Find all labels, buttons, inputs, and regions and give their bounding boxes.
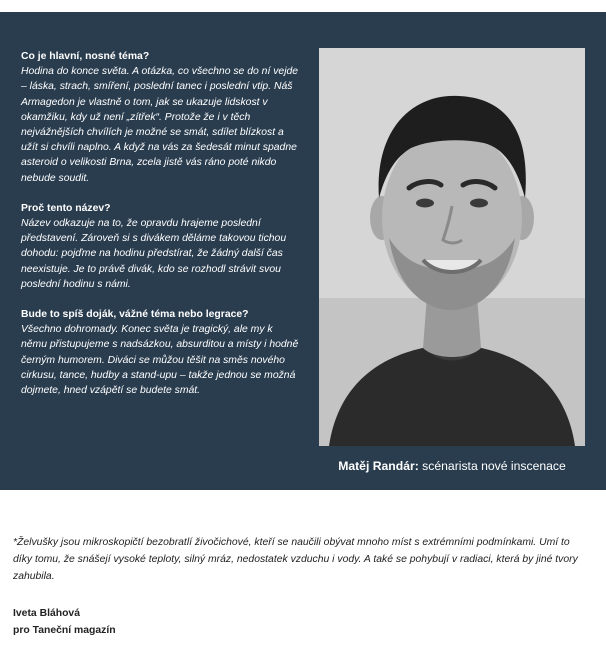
question: Bude to spíš doják, vážné téma nebo legrace? (21, 309, 249, 321)
caption-role: scénarista nové inscenace (422, 459, 566, 473)
answer: Název odkazuje na to, že opravdu hrajeme poslední představení. Zároveň si s divákem děláme takovou tichou dohodu: pojďme na hodinu předstírat, že žádný další čas neexistuje. Je to právě divák, kdo se rozhodl strávit svou poslední hodinu s námi. (21, 218, 287, 290)
interview-qa (21, 49, 299, 413)
question: Proč tento název? (21, 202, 111, 214)
footnote: *Želvušky jsou mikroskopičtí bezobratlí živočichové, kteří se naučili obývat mnoho míst s extrémními podmínkami. Umí to díky tomu, že snášejí vysoké teploty, silný mráz, nedostatek vzduchu i vody. A také se pohybují v radiaci, která by jiné tvory zahubila. (13, 537, 578, 582)
author-signature (13, 605, 116, 639)
caption-name: Matěj Randár: (338, 459, 419, 473)
photo-caption (319, 459, 585, 473)
author-publication: pro Taneční magazín (13, 625, 116, 636)
portrait-photo (319, 48, 585, 446)
qa-block (21, 201, 299, 292)
portrait-illustration (319, 48, 585, 446)
author-name: Iveta Bláhová (13, 608, 80, 619)
question: Co je hlavní, nosné téma? (21, 51, 150, 62)
interview-panel (0, 12, 606, 490)
qa-block (21, 307, 299, 398)
answer: Hodina do konce světa. A otázka, co všechno se do ní vejde – láska, strach, smíření, poslední tanec i poslední vtip. Náš Armagedon je vlastně o tom, jak se ukazuje lidskost v okamžiku, kdy už není „zítřek“. Protože že i v těch nejvážnějších chvílích je možné se smát, sdílet blízkost a užít si chvíli naplno. A když na vás za šedesát minut spadne asteroid o velikosti Brna, zcela jistě vás ráno poté nikdo nebude soudit. (21, 66, 299, 184)
qa-block (21, 49, 299, 186)
answer: Všechno dohromady. Konec světa je tragický, ale my k němu přistupujeme s nadsázkou, absurditou a místy i hodně černým humorem. Diváci se můžou těšit na směs nového cirkusu, tance, hudby a stand-upu – takže jednou se možná dojmete, hned vzápětí se budete smát. (21, 324, 299, 397)
